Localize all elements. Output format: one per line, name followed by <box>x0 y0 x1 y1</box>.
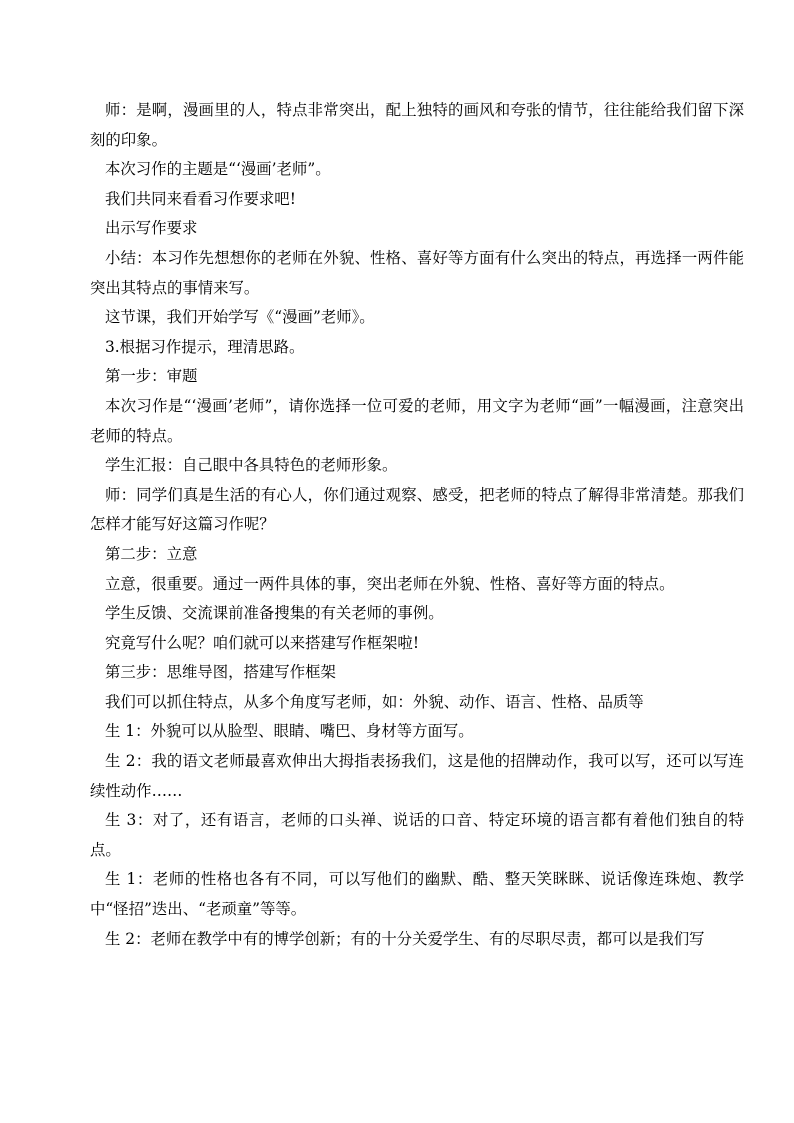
paragraph-9: 本次习作是“‘漫画’老师”，请你选择一位可爱的老师，用文字为老师“画”一幅漫画，注意突出老师的特点。 <box>90 396 744 445</box>
paragraph-1: 师：是啊，漫画里的人，特点非常突出，配上独特的画风和夸张的情节，往往能给我们留下深刻的印象。 <box>90 101 744 149</box>
paragraph-13: 立意，很重要。通过一两件具体的事，突出老师在外貌、性格、喜好等方面的特点。 <box>105 574 675 593</box>
paragraph-6: 这节课，我们开始学写《“漫画”老师》。 <box>105 308 375 327</box>
paragraph-20: 生 3：对了，还有语言，老师的口头禅、说话的口音、特定环境的语言都有着他们独自的特点。 <box>90 811 744 859</box>
paragraph-2: 本次习作的主题是“‘漫画’老师”。 <box>105 160 331 179</box>
paragraph-18: 生 1：外貌可以从脸型、眼睛、嘴巴、身材等方面写。 <box>105 722 474 741</box>
paragraph-22: 生 2：老师在教学中有的博学创新；有的十分关爱学生、有的尽职尽责，都可以是我们写 <box>105 929 705 948</box>
paragraph-12: 第二步：立意 <box>105 544 198 563</box>
document-body <box>90 96 744 954</box>
paragraph-4: 出示写作要求 <box>105 219 198 238</box>
paragraph-11: 师：同学们真是生活的有心人，你们通过观察、感受，把老师的特点了解得非常清楚。那我们怎样才能写好这篇习作呢？ <box>90 485 744 534</box>
paragraph-17: 我们可以抓住特点，从多个角度写老师，如：外貌、动作、语言、性格、品质等 <box>105 692 644 711</box>
paragraph-16: 第三步：思维导图，搭建写作框架 <box>105 663 336 682</box>
paragraph-3: 我们共同来看看习作要求吧! <box>105 189 296 208</box>
paragraph-7: 3.根据习作提示，理清思路。 <box>105 337 305 356</box>
paragraph-19: 生 2：我的语文老师最喜欢伸出大拇指表扬我们，这是他的招牌动作，我可以写，还可以写连续性动作…… <box>90 752 744 800</box>
paragraph-10: 学生汇报：自己眼中各具特色的老师形象。 <box>105 456 398 475</box>
paragraph-21: 生 1：老师的性格也各有不同，可以写他们的幽默、酷、整天笑眯眯、说话像连珠炮、教学中“怪招”迭出、“老顽童”等等。 <box>90 870 744 919</box>
paragraph-14: 学生反馈、交流课前准备搜集的有关老师的事例。 <box>105 604 444 623</box>
paragraph-8: 第一步：审题 <box>105 367 198 386</box>
paragraph-15: 究竟写什么呢？咱们就可以来搭建写作框架啦! <box>105 633 419 652</box>
paragraph-5: 小结：本习作先想想你的老师在外貌、性格、喜好等方面有什么突出的特点，再选择一两件能突出其特点的事情来写。 <box>90 248 744 297</box>
